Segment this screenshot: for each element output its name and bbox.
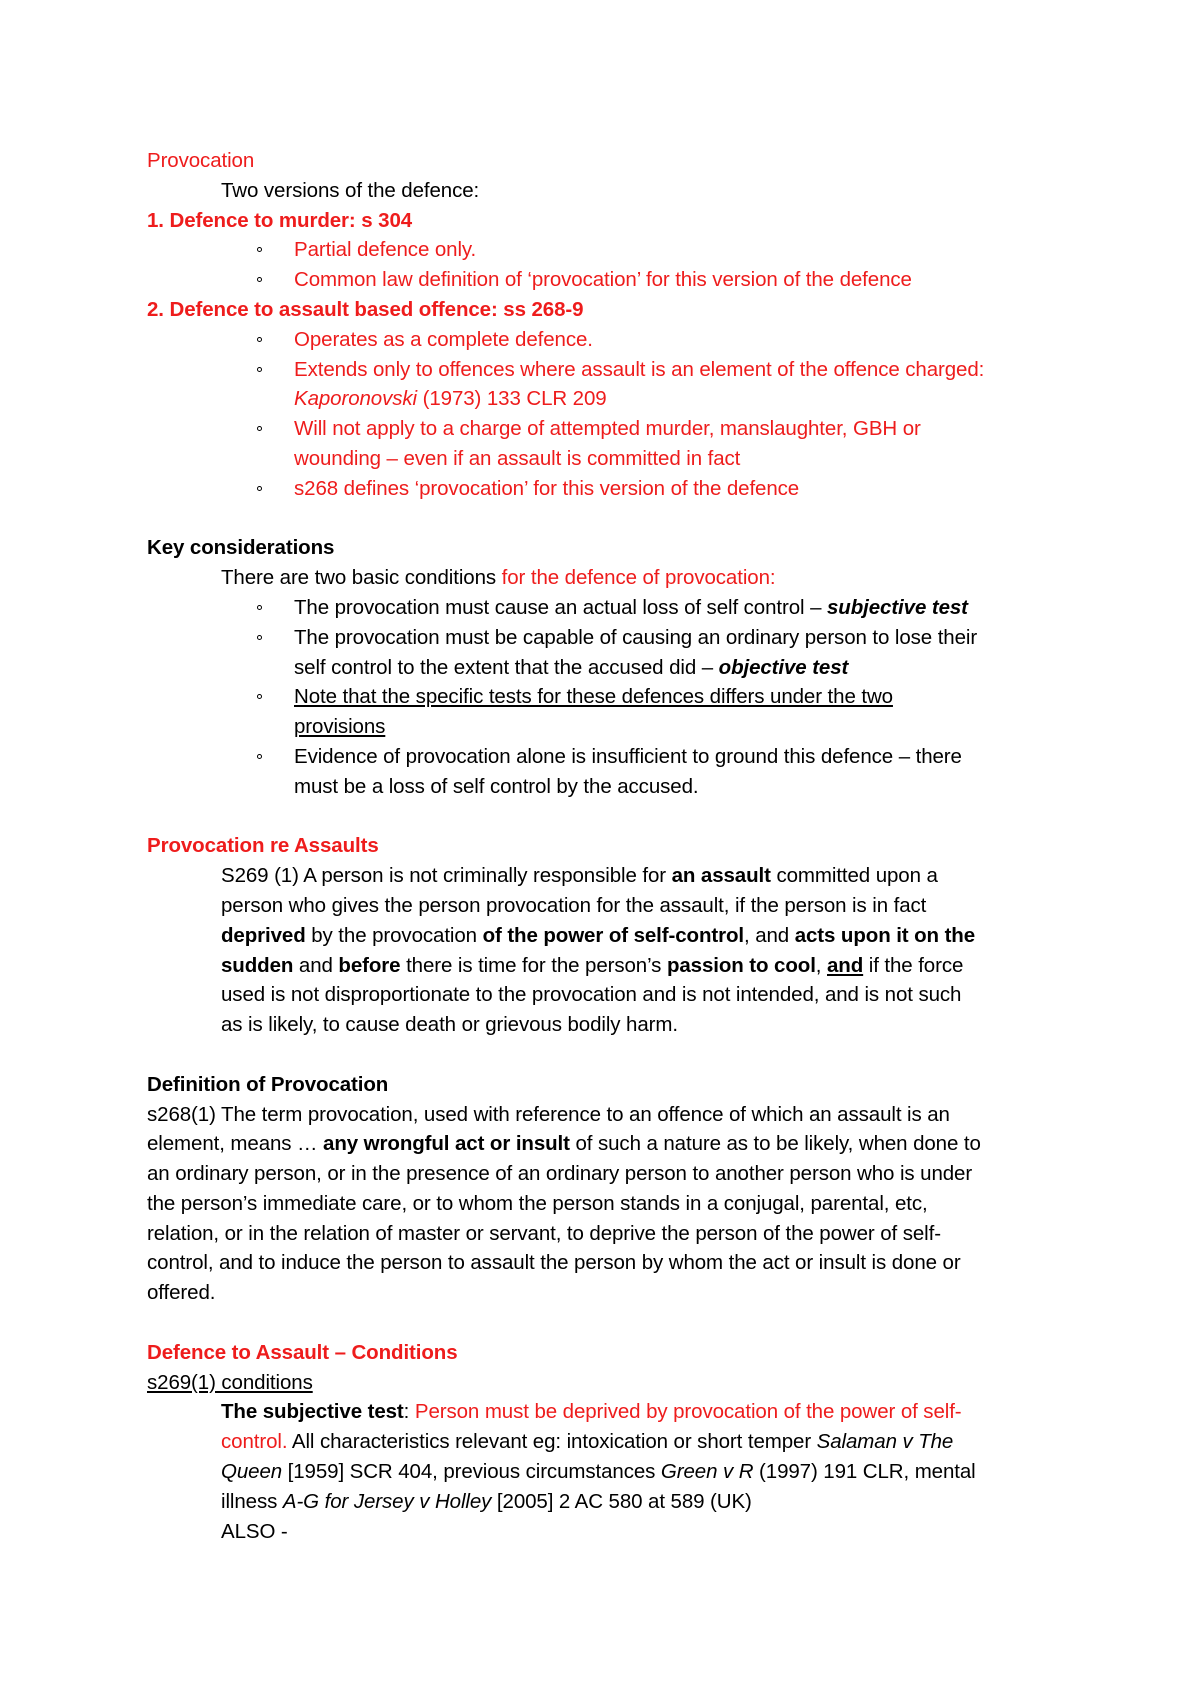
bullet-icon [257,605,262,610]
list-item-continuation: provisions [294,715,386,739]
version-2-title: 2. Defence to assault based offence: ss 268-9 [147,297,584,321]
list-item-continuation: wounding – even if an assault is committed in fact [294,446,741,470]
section-heading-definition: Definition of Provocation [147,1072,389,1096]
definition-text: control, and to induce the person to assault the person by whom the act or insult is done or [147,1251,961,1275]
definition-text: s268(1) The term provocation, used with reference to an offence of which an assault is an [147,1102,950,1126]
bullet-icon [257,754,262,759]
list-item-continuation: self control to the extent that the accused did – objective test [294,655,849,679]
list-item: Evidence of provocation alone is insufficient to ground this defence – there [147,742,1097,772]
statute-text: used is not disproportionate to the provocation and is not intended, and is not such [221,983,962,1007]
definition-text: offered. [147,1281,216,1305]
bullet-icon [257,337,262,342]
list-item: Will not apply to a charge of attempted murder, manslaughter, GBH or [147,414,1097,444]
section-heading-provocation-re-assaults: Provocation re Assaults [147,834,379,858]
conditions-text: Queen [1959] SCR 404, previous circumstances Green v R (1997) 191 CLR, mental [221,1460,976,1484]
conditions-text: ALSO - [221,1519,288,1543]
list-item: Partial defence only. [147,235,1097,265]
conditions-subheading: s269(1) conditions [147,1370,313,1394]
conditions-text: The subjective test: Person must be deprived by provocation of the power of self- [221,1400,962,1424]
list-item: Operates as a complete defence. [147,325,1097,355]
conditions-text: control. All characteristics relevant eg: intoxication or short temper Salaman v The [221,1430,954,1454]
bullet-icon [257,247,262,252]
bullet-icon [257,635,262,640]
statute-text: as is likely, to cause death or grievous bodily harm. [221,1013,678,1037]
bullet-icon [257,486,262,491]
section-heading-conditions: Defence to Assault – Conditions [147,1340,458,1364]
list-item: s268 defines ‘provocation’ for this version of the defence [147,474,1097,504]
version-1-title: 1. Defence to murder: s 304 [147,208,413,232]
statute-text: person who gives the person provocation for the assault, if the person is in fact [221,893,927,917]
statute-text: S269 (1) A person is not criminally responsible for an assault committed upon a [221,864,938,888]
definition-text: an ordinary person, or in the presence of an ordinary person to another person who is under [147,1162,973,1186]
document-page [147,146,1097,1546]
key-intro: There are two basic conditions for the defence of provocation: [221,566,776,590]
list-item: The provocation must be capable of causing an ordinary person to lose their [147,623,1097,653]
definition-text: relation, or in the relation of master or servant, to deprive the person of the power of self- [147,1221,941,1245]
bullet-icon [257,367,262,372]
bullet-icon [257,694,262,699]
definition-text: element, means … any wrongful act or insult of such a nature as to be likely, when done to [147,1132,981,1156]
definition-text: the person’s immediate care, or to whom the person stands in a conjugal, parental, etc, [147,1191,928,1215]
bullet-icon [257,277,262,282]
case-name: Kaporonovski [294,387,418,411]
list-item: Extends only to offences where assault is an element of the offence charged: [147,355,1097,385]
list-item-continuation: must be a loss of self control by the accused. [294,774,699,798]
bullet-icon [257,426,262,431]
list-item-continuation: Kaporonovski (1973) 133 CLR 209 [294,387,607,411]
statute-text: deprived by the provocation of the power of self-control, and acts upon it on the [221,923,976,947]
section-heading-key-considerations: Key considerations [147,536,335,560]
statute-text: sudden and before there is time for the person’s passion to cool, and if the force [221,953,964,977]
section-heading-provocation: Provocation [147,149,255,172]
list-item: Note that the specific tests for these defences differs under the two [147,682,1097,712]
list-item: The provocation must cause an actual loss of self control – subjective test [147,593,1097,623]
provocation-intro: Two versions of the defence: [221,178,480,202]
list-item: Common law definition of ‘provocation’ for this version of the defence [147,265,1097,295]
conditions-text: illness A-G for Jersey v Holley [2005] 2 AC 580 at 589 (UK) [221,1489,752,1513]
